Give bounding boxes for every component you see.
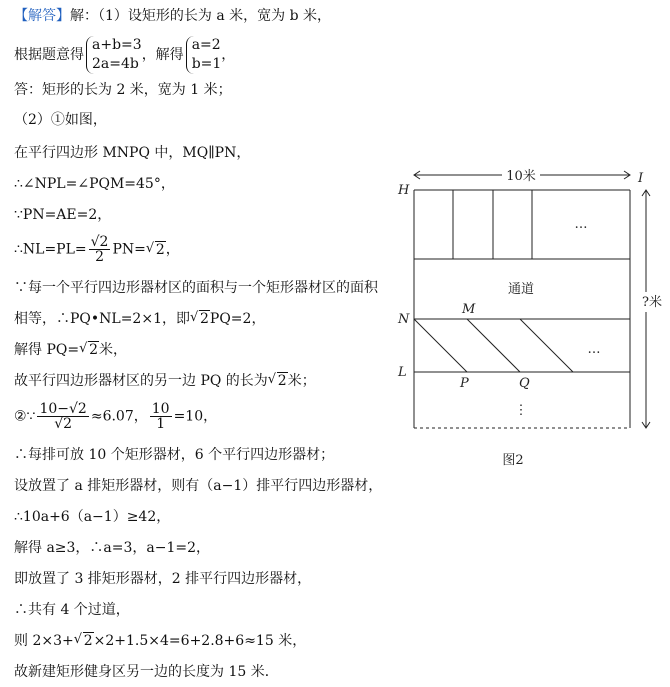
text-line xyxy=(14,309,265,329)
label-M: M xyxy=(462,302,476,317)
text: 故平行四边形器材区的另一边 PQ 的长为 xyxy=(14,373,268,389)
sqrt xyxy=(74,631,94,651)
radicand: 2 xyxy=(83,633,93,649)
text: 则 2×3+ xyxy=(14,633,74,649)
text: 相等，∴PQ•NL=2×1，即 xyxy=(14,311,190,327)
label-Q: Q xyxy=(519,376,530,391)
text-line xyxy=(14,340,127,360)
numerator: 10 xyxy=(151,401,170,417)
radicand: 2 xyxy=(199,311,209,327)
sqrt xyxy=(146,240,166,260)
text: ，解得 xyxy=(141,47,184,63)
answer-tag: 【解答】 xyxy=(14,8,70,24)
vertical-ellipsis: ⋮ xyxy=(514,403,528,418)
numerator: 10−√2 xyxy=(39,401,87,417)
radicand: 2 xyxy=(89,342,98,358)
figure-2-diagram xyxy=(380,160,665,475)
text-line: ∴共有 4 个过道， xyxy=(14,602,130,618)
text: =10， xyxy=(173,408,218,425)
text: ②∵ xyxy=(14,408,36,425)
text: ， xyxy=(221,47,236,63)
text-line xyxy=(14,371,316,391)
conclusion-line: 故新建矩形健身区另一边的长度为 15 米． xyxy=(14,664,279,680)
equation: a+b=3 xyxy=(92,37,142,53)
label-L: L xyxy=(398,365,407,380)
denominator: 2 xyxy=(95,249,105,265)
radicand: 2 xyxy=(155,241,165,258)
text-line xyxy=(14,631,306,651)
text-line: ∴10a+6（a−1）≥42， xyxy=(14,509,171,525)
fraction xyxy=(150,402,172,431)
equation-system-line xyxy=(14,36,235,74)
solution: a=2 xyxy=(191,37,221,53)
text: 解得 PQ= xyxy=(14,342,80,358)
nl-pl-line xyxy=(14,235,180,264)
height-label: ?米 xyxy=(642,295,662,310)
aisle-label: 通道 xyxy=(507,282,535,297)
sqrt xyxy=(190,309,210,329)
answer-line: 答：矩形的长为 2 米，宽为 1 米； xyxy=(14,82,232,98)
slant-line-MQ xyxy=(467,319,520,372)
part2-intro: （2）①如图， xyxy=(14,112,107,128)
text: 米， xyxy=(99,342,127,358)
text: ≈6.07， xyxy=(90,408,148,425)
width-label: 10米 xyxy=(506,169,536,184)
text: 米； xyxy=(287,373,316,389)
text: PN= xyxy=(112,241,146,258)
text-line: 解得 a≥3，∴a=3，a−1=2， xyxy=(14,540,211,556)
text-line: ∴∠NPL=∠PQM=45°， xyxy=(14,176,175,192)
text-line: 在平行四边形 MNPQ 中，MQ∥PN， xyxy=(14,145,251,161)
text-line: ∵PN=AE=2， xyxy=(14,207,112,223)
part1-intro: 解：（1）设矩形的长为 a 米，宽为 b 米， xyxy=(70,8,332,24)
row-ellipsis: … xyxy=(587,342,601,357)
system-brace xyxy=(86,36,142,74)
text-line: 即放置了 3 排矩形器材，2 排平行四边形器材， xyxy=(14,571,312,587)
text: ×2+1.5×4=6+2.8+6≈15 米， xyxy=(93,633,307,649)
figure-caption: 图2 xyxy=(502,453,524,468)
denominator: √2 xyxy=(54,416,73,432)
sqrt xyxy=(79,340,99,360)
slant-line xyxy=(520,319,573,372)
sqrt xyxy=(268,371,288,391)
label-N: N xyxy=(398,312,410,327)
fraction xyxy=(89,235,111,264)
label-H: H xyxy=(398,183,410,198)
radicand: 2 xyxy=(277,373,287,389)
row-ellipsis: … xyxy=(574,217,588,232)
fraction-line xyxy=(14,402,217,431)
fraction xyxy=(37,402,88,431)
equation: 2a=4b xyxy=(92,56,139,72)
solution-header xyxy=(14,6,331,26)
text-line: 设放置了 a 排矩形器材，则有（a−1）排平行四边形器材， xyxy=(14,478,383,494)
text: 根据题意得 xyxy=(14,47,84,63)
text-line: ∴每排可放 10 个矩形器材，6 个平行四边形器材； xyxy=(14,447,335,463)
text: PQ=2， xyxy=(209,311,266,327)
solution-brace xyxy=(186,36,222,74)
text: ， xyxy=(165,241,180,258)
text-line: ∵每一个平行四边形器材区的面积与一个矩形器材区的面积 xyxy=(14,280,378,296)
slant-line-NP xyxy=(414,319,467,372)
label-I: I xyxy=(638,171,644,186)
label-P: P xyxy=(460,376,469,391)
solution: b=1 xyxy=(191,56,222,72)
numerator: √2 xyxy=(90,234,109,250)
denominator: 1 xyxy=(156,416,166,432)
text: ∴NL=PL= xyxy=(14,241,87,258)
